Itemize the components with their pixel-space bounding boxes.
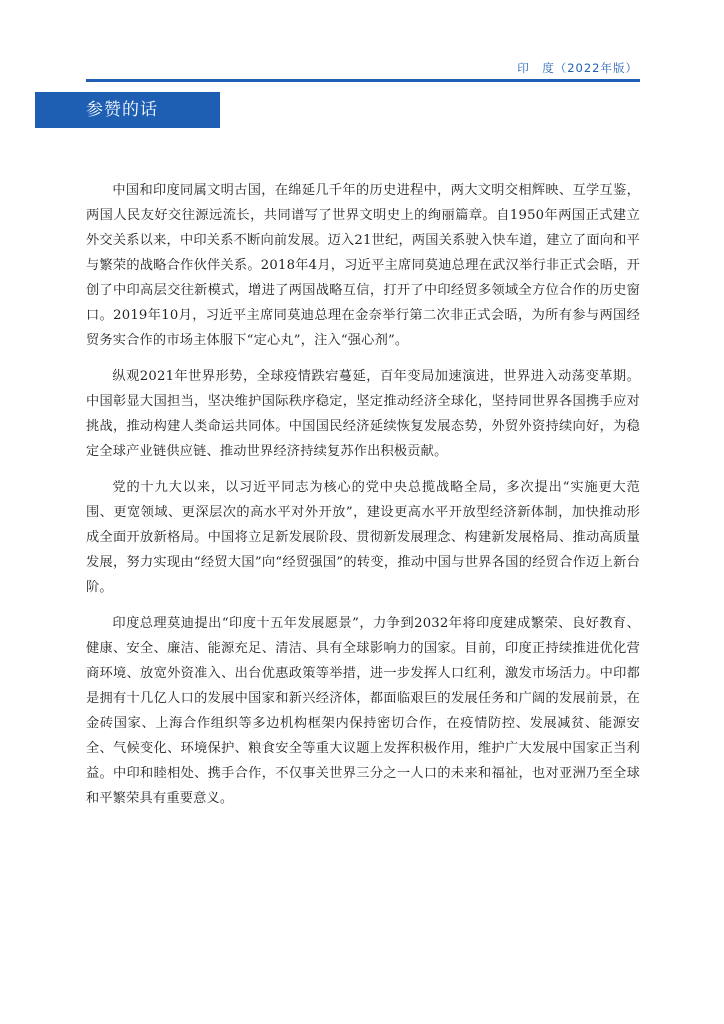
body-text: [86, 178, 640, 822]
paragraph: 印度总理莫迪提出“印度十五年发展愿景”，力争到2032年将印度建成繁荣、良好教育、健康、安全、廉洁、能源充足、清洁、具有全球影响力的国家。目前，印度正持续推进优化营商环境、放宽外资准入、出台优惠政策等举措，进一步发挥人口红利，激发市场活力。中印都是拥有十几亿人口的发展中国家和新兴经济体，都面临艰巨的发展任务和广阔的发展前景，在金砖国家、上海合作组织等多边机构框架内保持密切合作，在疫情防控、发展减贫、能源安全、气候变化、环境保护、粮食安全等重大议题上发挥积极作用，维护广大发展中国家正当利益。中印和睦相处、携手合作，不仅事关世界三分之一人口的未来和福祉，也对亚洲乃至全球和平繁荣具有重要意义。: [86, 616, 640, 806]
section-title: 参赞的话: [86, 100, 158, 120]
header-divider: [86, 79, 640, 82]
paragraph: 纵观2021年世界形势，全球疫情跌宕蔓延，百年变局加速演进，世界进入动荡变革期。中国彰显大国担当，坚决维护国际秩序稳定，坚定推动经济全球化，坚持同世界各国携手应对挑战，推动构建人类命运共同体。中国国民经济延续恢复发展态势，外贸外资持续向好，为稳定全球产业链供应链、推动世界经济持续复苏作出积极贡献。: [86, 369, 640, 459]
paragraph: 中国和印度同属文明古国，在绵延几千年的历史进程中，两大文明交相辉映、互学互鉴，两国人民友好交往源远流长，共同谱写了世界文明史上的绚丽篇章。自1950年两国正式建立外交关系以来，中印关系不断向前发展。迈入21世纪，两国关系驶入快车道，建立了面向和平与繁荣的战略合作伙伴关系。2018年4月，习近平主席同莫迪总理在武汉举行非正式会晤，开创了中印高层交往新模式，增进了两国战略互信，打开了中印经贸多领域全方位合作的历史窗口。2019年10月，习近平主席同莫迪总理在金奈举行第二次非正式会晤，为所有参与两国经贸务实合作的市场主体服下“定心丸”，注入“强心剂”。: [86, 183, 640, 348]
paragraph: 党的十九大以来，以习近平同志为核心的党中央总揽战略全局，多次提出“实施更大范围、更宽领域、更深层次的高水平对外开放”，建设更高水平开放型经济新体制，加快推动形成全面开放新格局。中国将立足新发展阶段、贯彻新发展理念、构建新发展格局、推动高质量发展，努力实现由“经贸大国”向“经贸强国”的转变，推动中国与世界各国的经贸合作迈上新台阶。: [86, 480, 640, 595]
running-header: 印 度（2022年版）: [517, 61, 638, 75]
